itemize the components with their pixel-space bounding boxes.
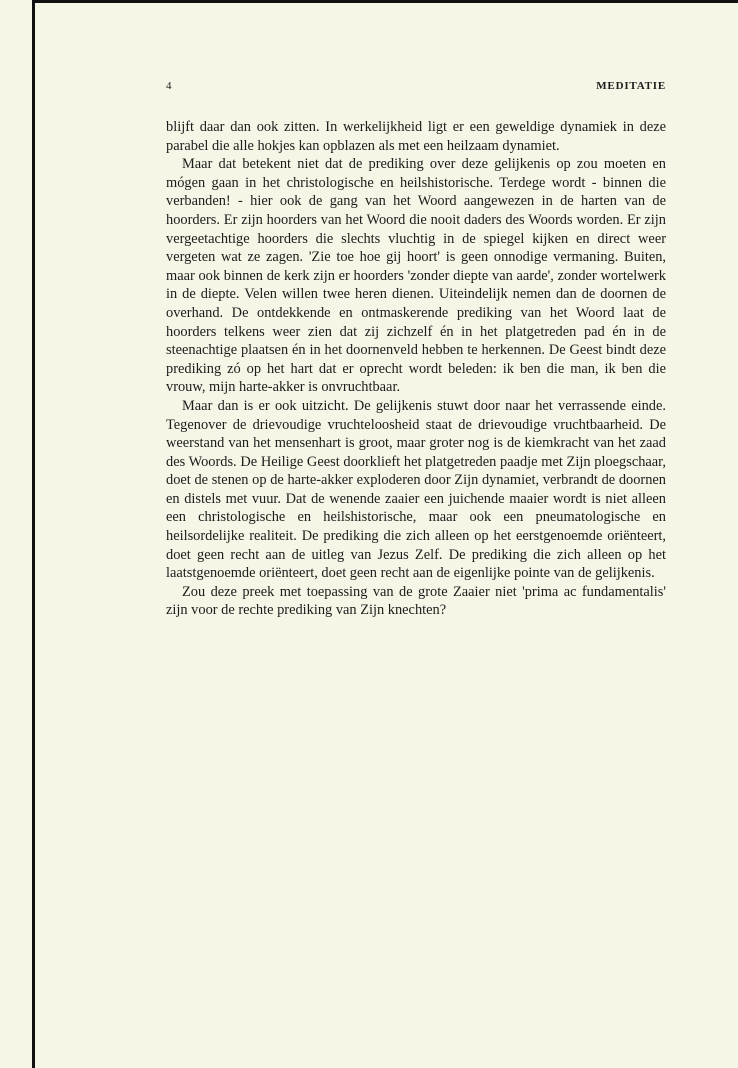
paragraph-4: Zou deze preek met toepassing van de grote Zaaier niet 'prima ac fundamentalis' zijn voor de rechte prediking van Zijn knechten? [166, 583, 666, 619]
paragraph-3: Maar dan is er ook uitzicht. De gelijkenis stuwt door naar het verrassende einde. Tegenover de drievoudige vruchteloosheid staat de drievoudige vruchtbaarheid. De weerstand van het mensenhart is groot, maar groter nog is de kiemkracht van het zaad des Woords. De Heilige Geest doorklieft het platgetreden paadje met Zijn ploegschaar, doet de stenen op de harte-akker exploderen door Zijn dynamiet, verbrandt de doornen en distels met vuur. Dat de wenende zaaier een juichende maaier wordt is niet alleen een christologische en heilshistorische, maar ook een pneumatologische en heilsordelijke realiteit. De prediking die zich alleen op het eerstgenoemde oriënteert, doet geen recht aan de uitleg van Jezus Zelf. De prediking die zich alleen op het laatstgenoemde oriënteert, doet geen recht aan de eigenlijke pointe van de gelijkenis. [166, 397, 666, 582]
running-head: MEDITATIE [596, 80, 666, 92]
scan-edge-top [32, 0, 738, 3]
paragraph-2: Maar dat betekent niet dat de prediking over deze gelijkenis op zou moeten en mógen gaan in het christologische en heilshistorische. Terdege wordt - binnen die verbanden! - hier ook de gang van het Woord aangewezen in de harten van de hoorders. Er zijn hoorders van het Woord die nooit daders des Woords worden. Er zijn vergeetachtige hoorders die slechts vluchtig in de spiegel kijken en direct weer vergeten wat ze zagen. 'Zie toe hoe gij hoort' is geen onnodige vermaning. Buiten, maar ook binnen de kerk zijn er hoorders 'zonder diepte van aarde', zonder wortelwerk in de diepte. Velen willen twee heren dienen. Uiteindelijk nemen dan de doornen de overhand. De ontdekkende en ontmaskerende prediking van het Woord laat de hoorders telkens weer zien dat zij zichzelf én in het platgetreden pad én in de steenachtige plaatsen én in het doornenveld hebben te herkennen. De Geest bindt deze prediking zó op het hart dat er oprecht wordt beleden: ik ben die man, ik ben die vrouw, mijn harte-akker is onvruchtbaar. [166, 156, 666, 396]
body-text [166, 118, 666, 620]
scan-edge-left [32, 0, 35, 1068]
paragraph-1: blijft daar dan ook zitten. In werkelijkheid ligt er een geweldige dynamiek in deze parabel die alle hokjes kan opblazen als met een heilzaam dynamiet. [166, 119, 666, 154]
page-number: 4 [166, 80, 172, 92]
